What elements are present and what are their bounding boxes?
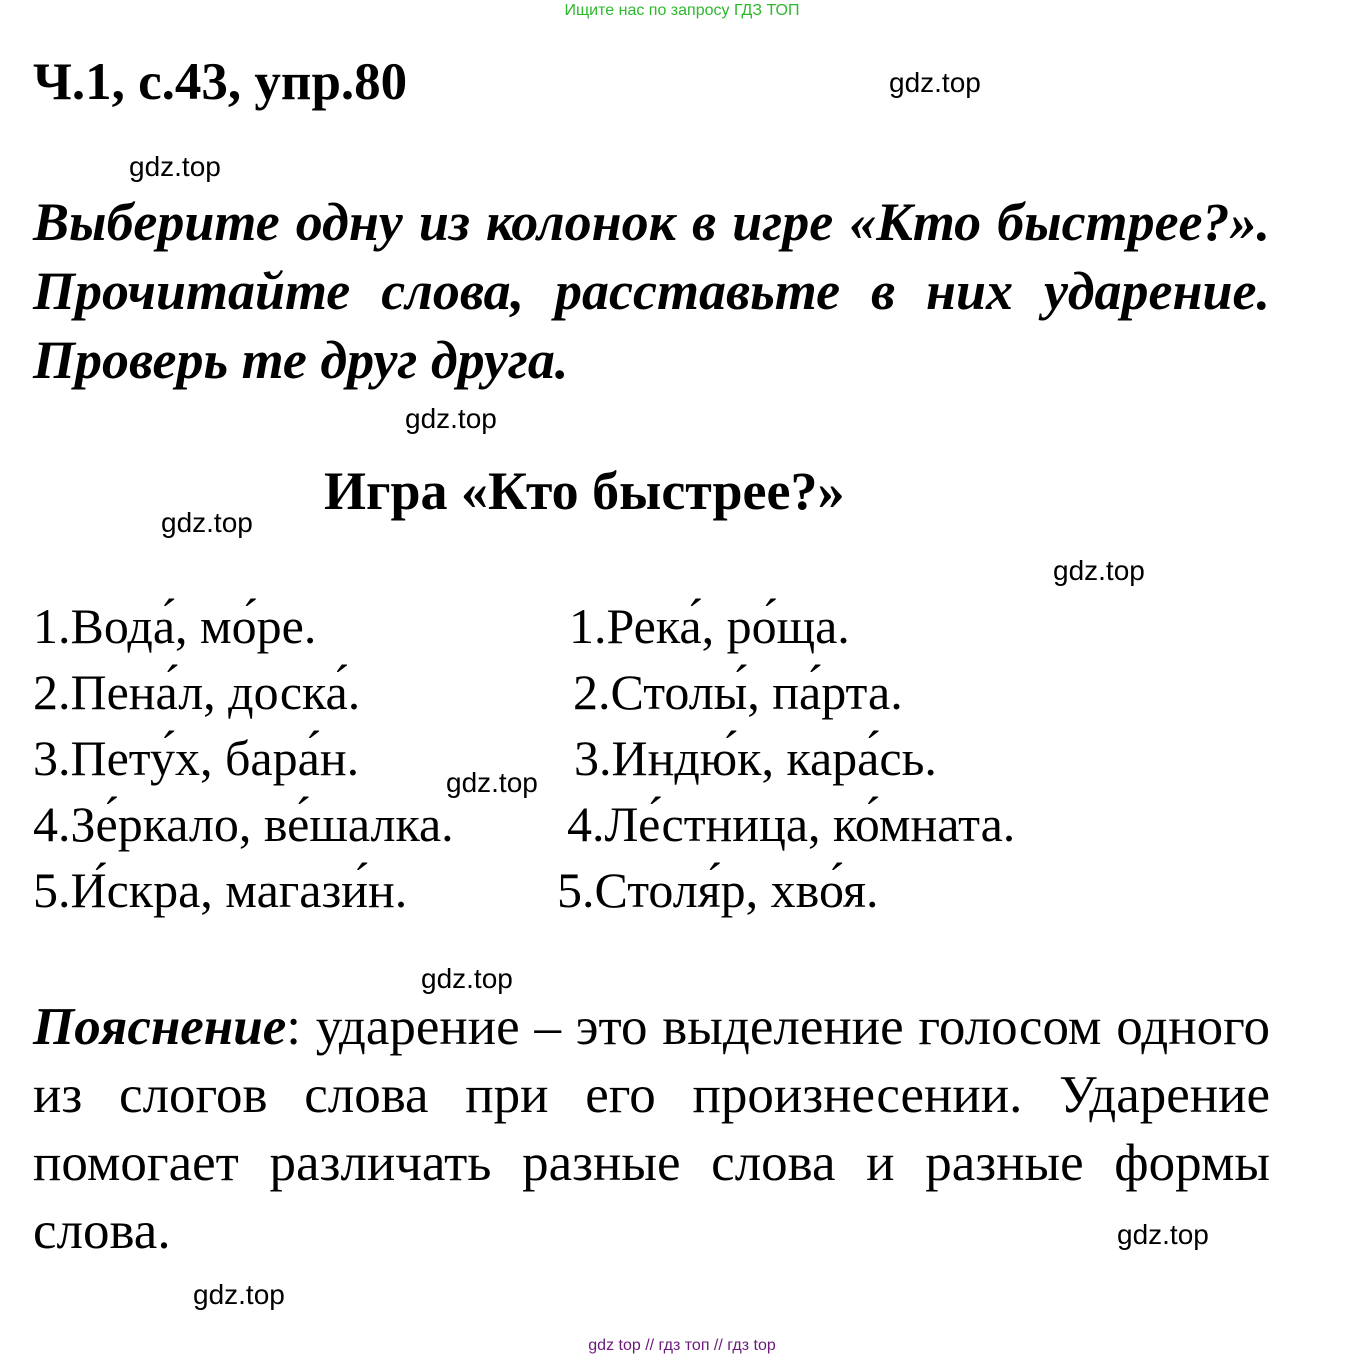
watermark: gdz.top (129, 151, 221, 182)
page-title: Ч.1, с.43, упр.80 (33, 53, 408, 111)
task-text: Выберите одну из колонок в игре «Кто быстрее?». Прочитайте слова, расставьте в них ударение. Проверь те друг друга. (33, 192, 1270, 390)
left-column-item: 3.Пету́х, бара́н. (33, 730, 360, 786)
watermark: gdz.top (889, 67, 981, 98)
right-column-item: 5.Столя́р, хво́я. (557, 862, 879, 918)
explanation-text: : ударение – это выделение голосом одного из слогов слова при его произнесении. Ударение помогает различать разные слова и разные формы слова. (33, 998, 1270, 1260)
watermark: gdz.top (405, 403, 497, 434)
right-column-item: 1.Река́, ро́ща. (569, 598, 850, 654)
watermark: gdz.top (446, 767, 538, 798)
explanation (33, 993, 1270, 1265)
watermark: gdz.top (421, 963, 513, 994)
top-banner: Ищите нас по запросу ГДЗ ТОП (564, 2, 800, 19)
left-column-item: 1.Вода́, мо́ре. (33, 598, 317, 654)
left-column-item: 5.И́скра, магази́н. (33, 862, 408, 918)
explanation-term: Пояснение (33, 998, 287, 1056)
right-column-item: 2.Столы́, па́рта. (573, 664, 903, 720)
watermark: gdz.top (1053, 555, 1145, 586)
left-column-item: 4.Зе́ркало, ве́шалка. (33, 796, 454, 852)
footer-links: gdz top // гдз топ // гдз top (588, 1337, 776, 1354)
right-column-item: 3.Индю́к, кара́сь. (574, 730, 937, 786)
right-column-item: 4.Ле́стница, ко́мната. (567, 796, 1016, 852)
watermark: gdz.top (1117, 1219, 1209, 1250)
watermark: gdz.top (193, 1279, 285, 1310)
left-column-item: 2.Пена́л, доска́. (33, 664, 361, 720)
game-title: Игра «Кто быстрее?» (324, 461, 845, 521)
watermark: gdz.top (161, 507, 253, 538)
